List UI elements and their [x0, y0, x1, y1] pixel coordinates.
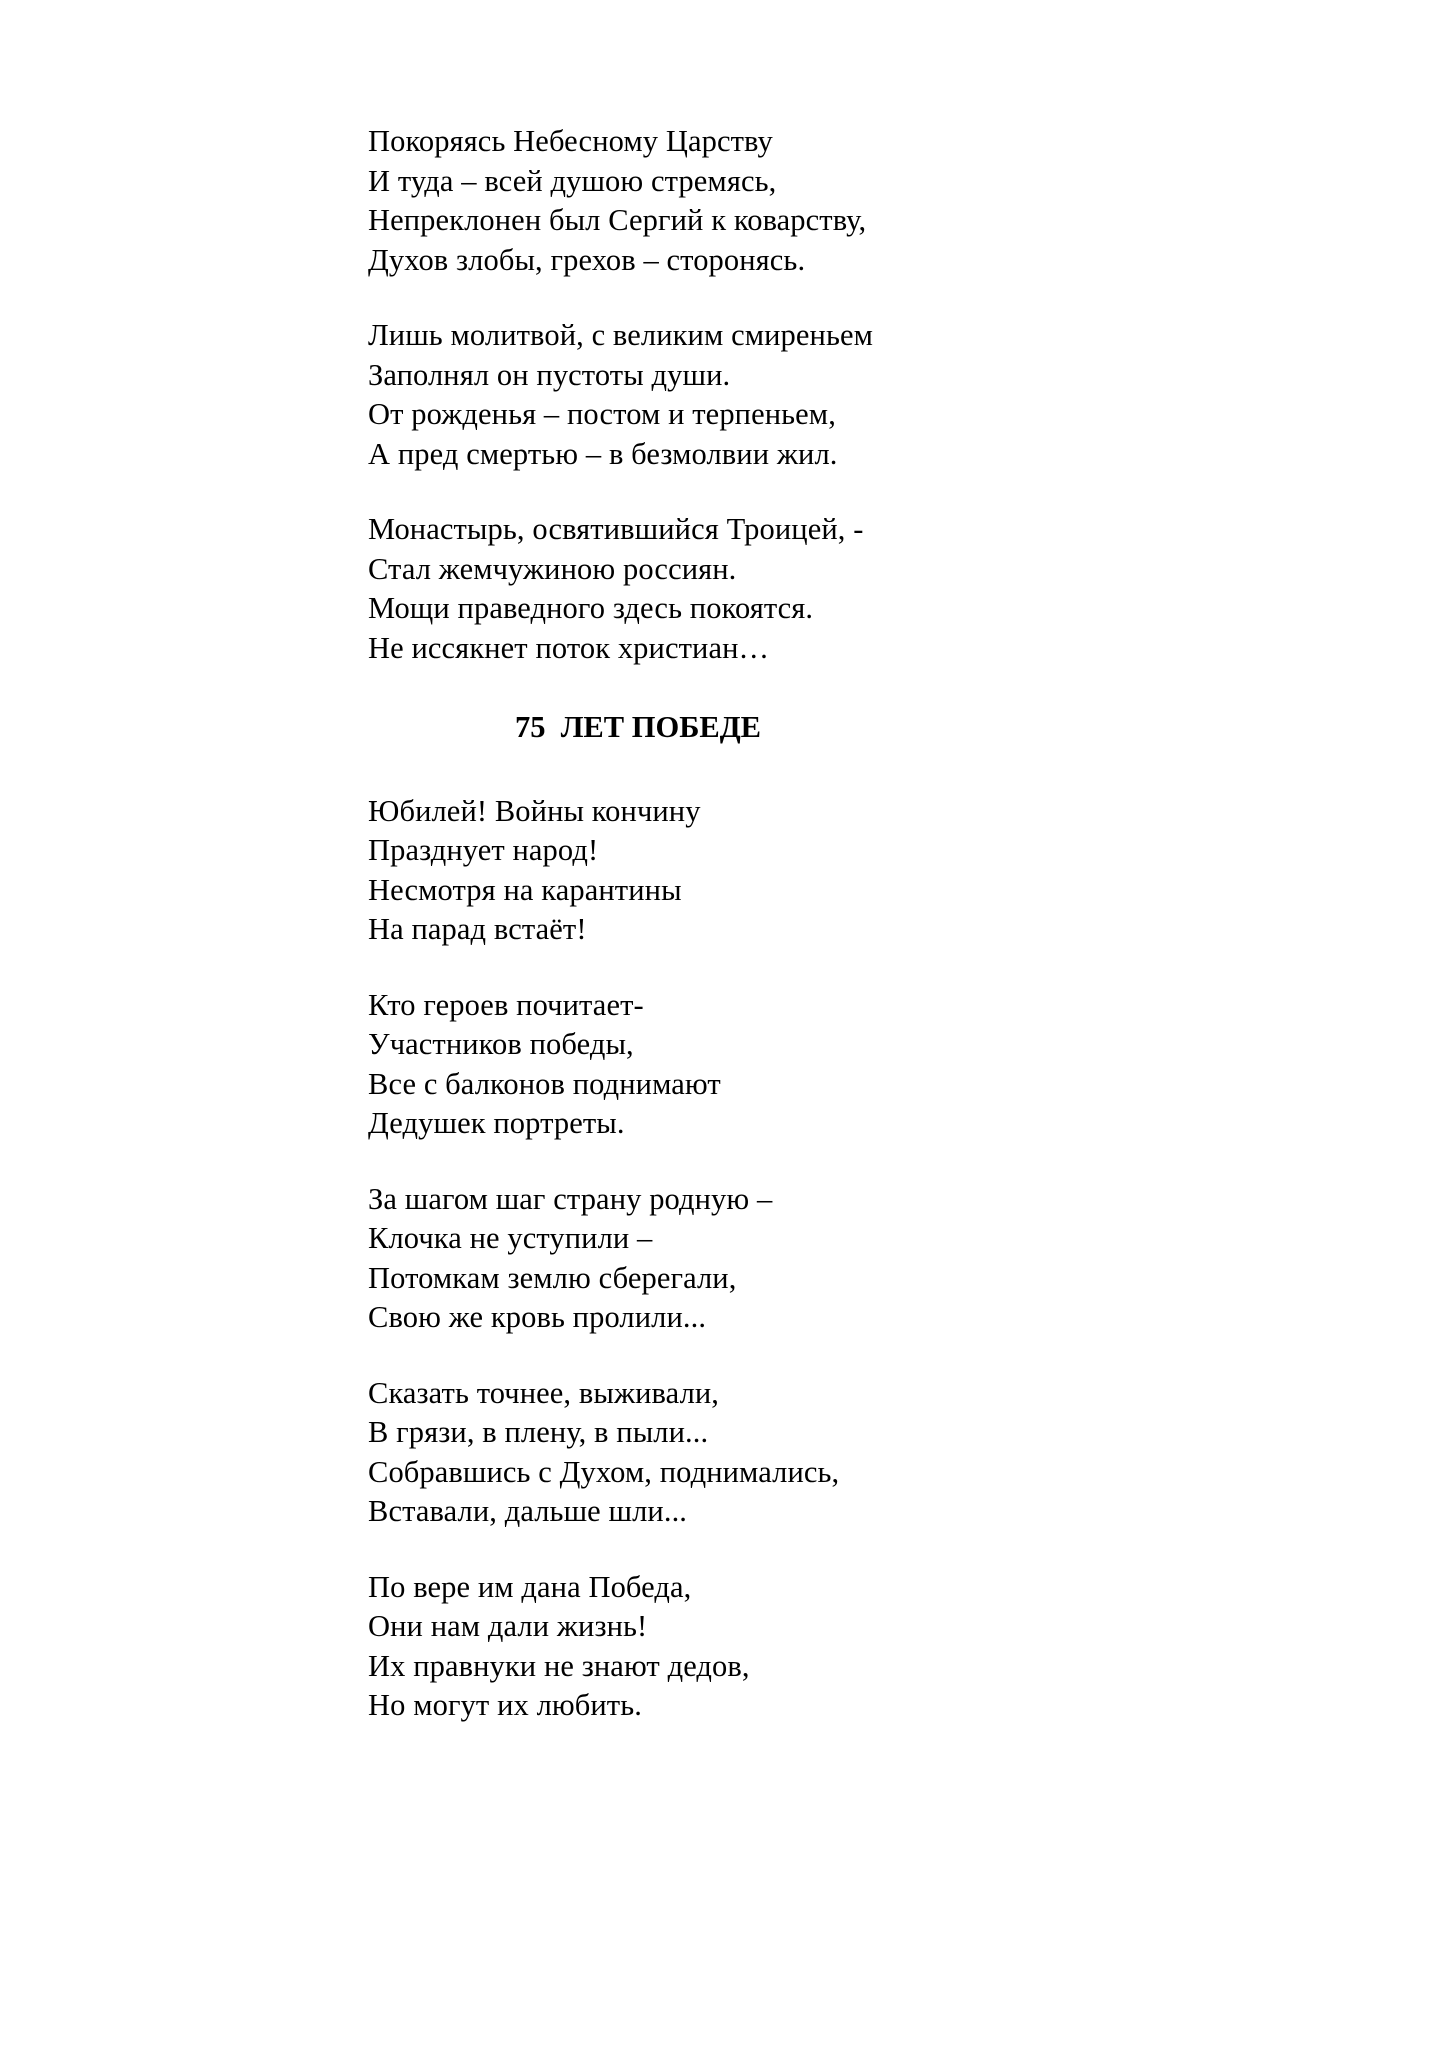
section-heading-block — [368, 708, 1088, 748]
poem-line: Непреклонен был Сергий к коварству, — [368, 203, 867, 237]
poem-line: Заполнял он пустоты души. — [368, 357, 731, 392]
poem-stanza — [368, 1374, 1088, 1532]
poem-line: Потомкам землю сберегали, — [368, 1260, 737, 1295]
poem-line: Не иссякнет поток христиан… — [368, 630, 770, 665]
poem-line: От рожденья – постом и терпеньем, — [368, 397, 836, 431]
poem-stanza — [368, 1180, 1088, 1338]
poem-line: В грязи, в плену, в пыли... — [368, 1415, 709, 1449]
poem-stanza — [368, 122, 1088, 280]
poem-line: Лишь молитвой, с великим смиреньем — [368, 318, 874, 352]
poem-line: Монастырь, освятившийся Троицей, - — [368, 512, 864, 546]
poem-line: Клочка не уступили – — [368, 1221, 653, 1255]
poem-stanza — [368, 1568, 1088, 1726]
poem-line: Собравшись с Духом, поднимались, — [368, 1454, 840, 1489]
poem-line: Они нам дали жизнь! — [368, 1609, 648, 1643]
poem-line: Кто героев почитает- — [368, 987, 644, 1022]
poem-line: Стал жемчужиною россиян. — [368, 551, 737, 586]
poem-stanza — [368, 986, 1088, 1144]
poem-line: Вставали, дальше шли... — [368, 1494, 688, 1528]
poem-line: Юбилей! Войны кончину — [368, 793, 701, 828]
poem-line: Покоряясь Небесному Царству — [368, 124, 773, 158]
poem-line: Мощи праведного здесь покоятся. — [368, 591, 814, 625]
poem-line: Свою же кровь пролили... — [368, 1300, 707, 1334]
poem-line: А пред смертью – в безмолвии жил. — [368, 436, 838, 471]
poem-line: За шагом шаг страну родную – — [368, 1181, 773, 1216]
poem-line: Духов злобы, грехов – сторонясь. — [368, 242, 806, 277]
poem-line: Их правнуки не знают дедов, — [368, 1648, 750, 1683]
poem-stanza — [368, 316, 1088, 474]
poem-line: Празднует народ! — [368, 833, 599, 867]
poem-line: На парад встаёт! — [368, 912, 587, 946]
document-text-body — [368, 122, 1088, 1762]
poem-line: Дедушек портреты. — [368, 1106, 625, 1140]
poem-line: И туда – всей душою стремясь, — [368, 163, 777, 198]
poem-title: 75 ЛЕТ ПОБЕДЕ — [514, 710, 762, 744]
poem-line: Сказать точнее, выживали, — [368, 1375, 720, 1410]
poem-stanza — [368, 792, 1088, 950]
poem-line: По вере им дана Победа, — [368, 1569, 692, 1604]
poem-line: Несмотря на карантины — [368, 872, 682, 907]
poem-line: Но могут их любить. — [368, 1688, 642, 1722]
poem-stanza — [368, 510, 1088, 668]
poem-line: Все с балконов поднимают — [368, 1066, 721, 1101]
poem-line: Участников победы, — [368, 1027, 634, 1061]
